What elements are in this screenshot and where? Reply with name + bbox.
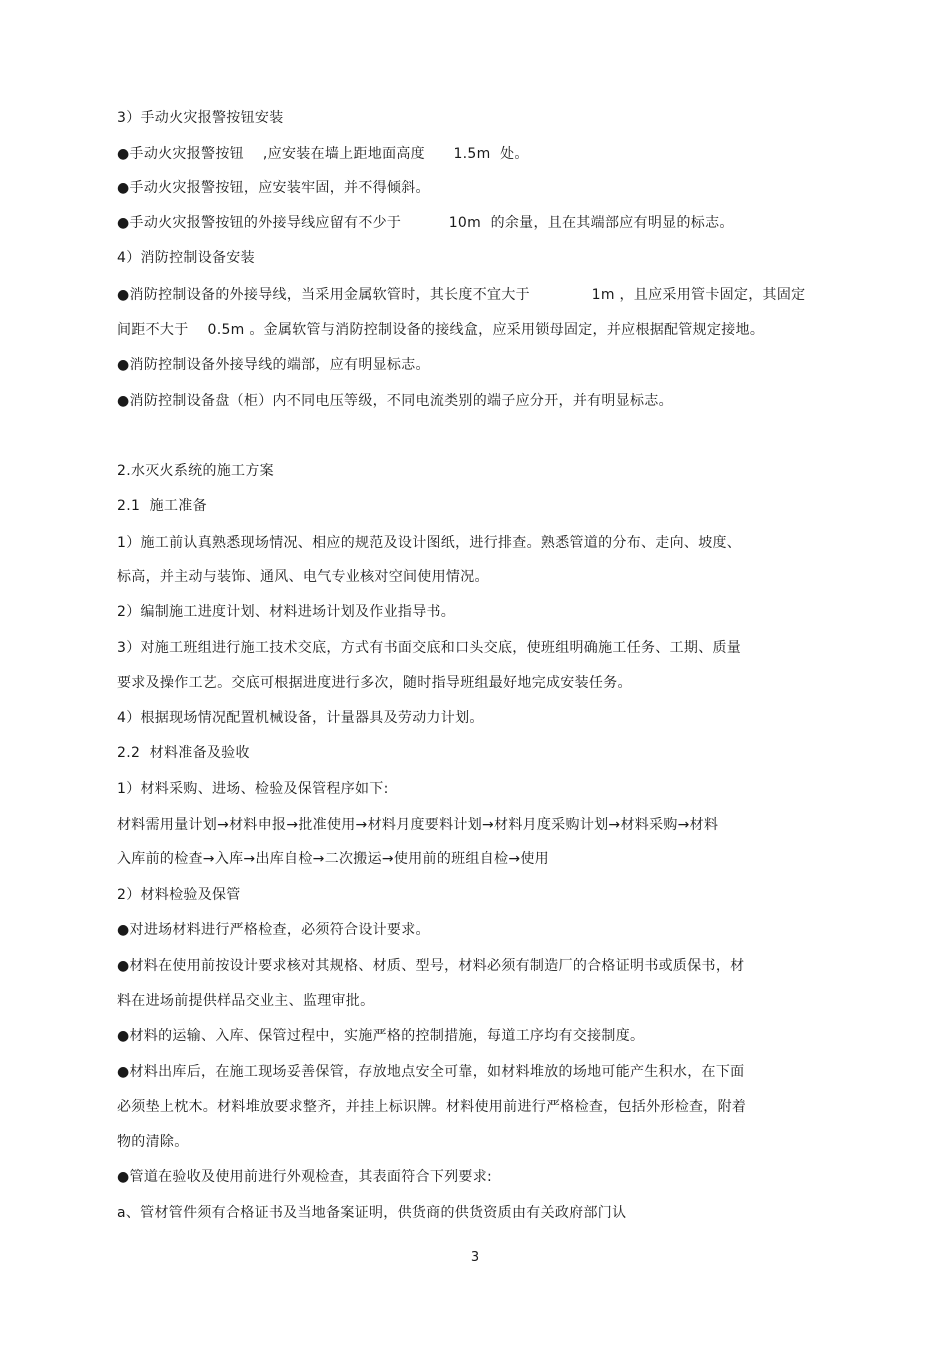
page-number: 3: [470, 1250, 480, 1265]
text-line: a、管材管件须有合格证书及当地备案证明，供货商的供货资质由有关政府部门认: [117, 1205, 627, 1221]
text-line: ●管道在验收及使用前进行外观检查，其表面符合下列要求:: [117, 1169, 493, 1185]
text-line: 4）消防控制设备安装: [117, 250, 255, 266]
text-line: 1）材料采购、进场、检验及保管程序如下:: [117, 781, 389, 797]
text-line: ●消防控制设备盘（柜）内不同电压等级，不同电流类别的端子应分开，并有明显标志。: [117, 393, 673, 409]
text-line: ●材料的运输、入库、保管过程中，实施严格的控制措施，每道工序均有交接制度。: [117, 1028, 645, 1044]
text-line: ●手动火灾报警按钮 ,应安装在墙上距地面高度 1.5m 处。: [117, 146, 529, 162]
text-line: 材料需用量计划→材料申报→批准使用→材料月度要料计划→材料月度采购计划→材料采购→材料: [117, 817, 719, 833]
text-line: 料在进场前提供样品交业主、监理审批。: [117, 993, 375, 1009]
text-line: ●手动火灾报警按钮的外接导线应留有不少于 10m 的余量，且在其端部应有明显的标志。: [117, 215, 734, 231]
text-line: 入库前的检查→入库→出库自检→二次搬运→使用前的班组自检→使用: [117, 851, 549, 867]
text-line: ●对进场材料进行严格检查，必须符合设计要求。: [117, 922, 430, 938]
subsection-heading: 2.1 施工准备: [117, 498, 207, 514]
text-line: 物的清除。: [117, 1134, 189, 1150]
text-line: ●手动火灾报警按钮，应安装牢固，并不得倾斜。: [117, 180, 430, 196]
text-line: ●材料出库后，在施工现场妥善保管，存放地点安全可靠，如材料堆放的场地可能产生积水，在下面: [117, 1064, 745, 1080]
text-line: 3）对施工班组进行施工技术交底，方式有书面交底和口头交底，使班组明确施工任务、工期、质量: [117, 640, 742, 656]
text-line: 要求及操作工艺。交底可根据进度进行多次，随时指导班组最好地完成安装任务。: [117, 675, 632, 691]
text-line: ●消防控制设备外接导线的端部，应有明显标志。: [117, 357, 430, 373]
text-line: 2）编制施工进度计划、材料进场计划及作业指导书。: [117, 604, 456, 620]
text-line: 4）根据现场情况配置机械设备，计量器具及劳动力计划。: [117, 710, 484, 726]
text-line: 3）手动火灾报警按钮安装: [117, 110, 284, 126]
text-line: ●材料在使用前按设计要求核对其规格、材质、型号，材料必须有制造厂的合格证明书或质保书，材: [117, 958, 745, 974]
text-line: ●消防控制设备的外接导线，当采用金属软管时，其长度不宜大于 1m ，且应采用管卡固定，其固定: [117, 287, 806, 303]
text-line: 2）材料检验及保管: [117, 887, 241, 903]
section-heading: 2.水灭火系统的施工方案: [117, 463, 274, 479]
text-line: 间距不大于 0.5m 。金属软管与消防控制设备的接线盒，应采用锁母固定，并应根据配管规定接地。: [117, 322, 765, 338]
text-line: 1）施工前认真熟悉现场情况、相应的规范及设计图纸，进行排查。熟悉管道的分布、走向、坡度、: [117, 535, 742, 551]
text-line: 标高，并主动与装饰、通风、电气专业核对空间使用情况。: [117, 569, 489, 585]
subsection-heading: 2.2 材料准备及验收: [117, 745, 250, 761]
text-line: 必须垫上枕木。材料堆放要求整齐，并挂上标识牌。材料使用前进行严格检查，包括外形检查，附着: [117, 1099, 747, 1115]
